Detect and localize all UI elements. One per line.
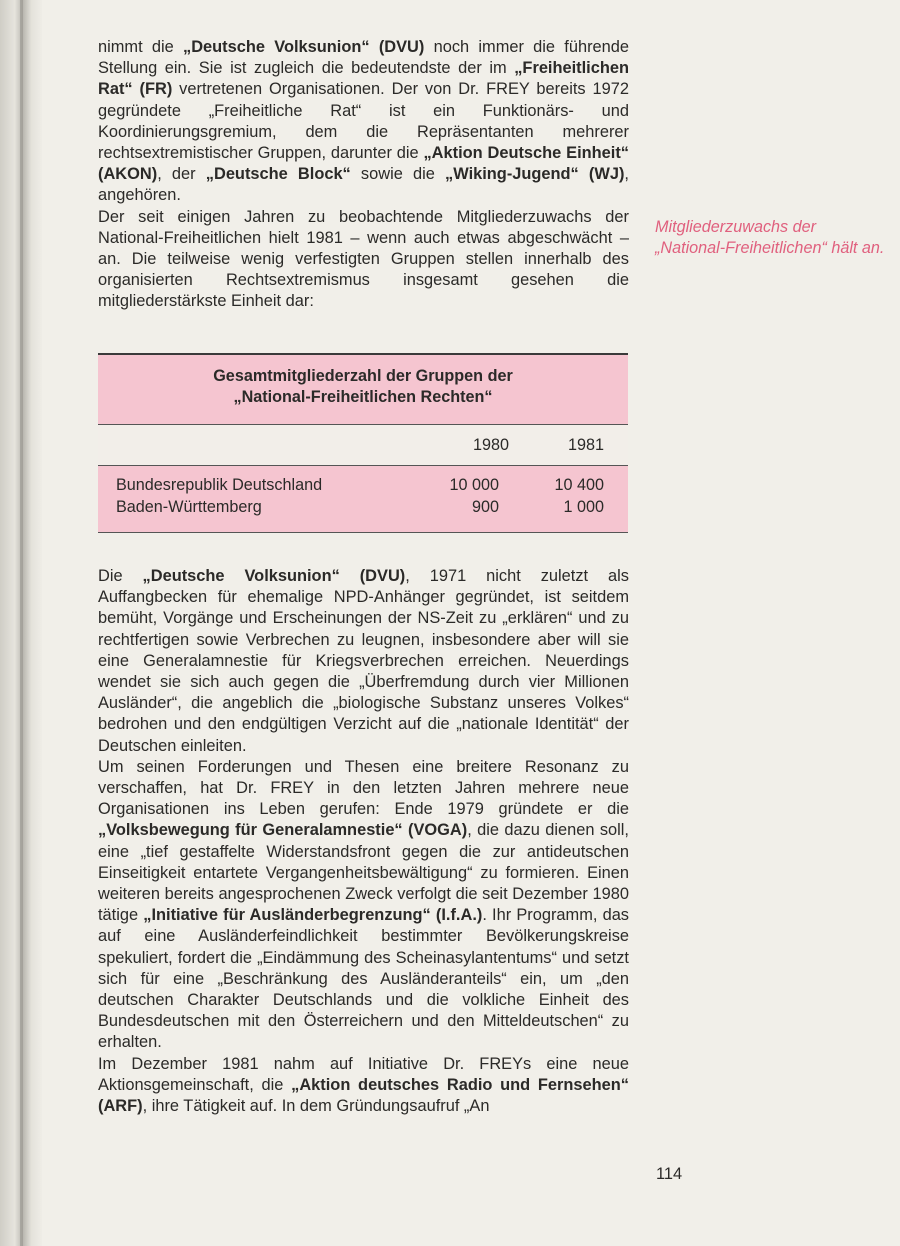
paragraph-4-text: , die dazu dienen soll, eine „tief gestaffelte Widerstandsfront gegen die zur antideutschen Einseitigkeit entartete Vergangenheitsbewältigung“ zu formieren. Einen weiteren bereits angesprochenen Zweck verfolgt die seit Dezember 1980 tätige <box>98 821 629 925</box>
paragraph-5 <box>98 1054 629 1118</box>
table-title <box>98 353 628 424</box>
paragraph-1-bold-term: „Deutsche Block“ <box>205 165 351 184</box>
paragraph-1-text: , angehören. <box>98 165 629 205</box>
paragraph-5-text: , ihre Tätigkeit auf. In dem Gründungsaufruf „An <box>142 1097 490 1116</box>
table-body <box>98 466 628 533</box>
paragraph-5-bold-term: „Aktion deutsches Radio und Fernsehen“ (ARF) <box>98 1075 629 1116</box>
binding-edge <box>20 0 23 1246</box>
paragraph-3-text: , 1971 nicht zuletzt als Auffangbecken für ehemalige NPD-Anhänger gegründet, ist seitdem bemüht, Vorgänge und Erscheinungen der NS-Zeit zu „erklären“ und zu rechtfertigen sowie Verbrechen zu leugnen, insbesondere aber will sie eine Generalamnestie für Kriegsverbrechen erreichen. Neuerdings wendet sie sich auch gegen die „Überfremdung durch vier Millionen Ausländer“, die angeblich die „biologische Substanz unseres Volkes“ bedrohen und den endgültigen Verzicht auf die „nationale Identität“ der Deutschen einleiten. <box>98 567 629 755</box>
paragraph-1-text: vertretenen Organisationen. Der von Dr. FREY bereits 1972 gegründete „Freiheitliche Rat“ ist ein Funktionärs- und Koordinierungsgremium, dem die Repräsentanten mehrerer rechtsextremistischer Gruppen, darunter die <box>98 80 629 163</box>
table-title-line-1: Gesamtmitgliederzahl der Gruppen der <box>213 367 513 385</box>
text-column-bottom <box>98 566 629 1117</box>
membership-table <box>98 353 628 533</box>
paragraph-2-text: Der seit einigen Jahren zu beobachtende Mitgliederzuwachs der National-Freiheitlichen hielt 1981 – wenn auch etwas abgeschwächt – an. Die teilweise wenig verfestigten Gruppen stellen innerhalb des organisierten Rechtsextremismus insgesamt gesehen die mitgliederstärkste Einheit dar: <box>98 207 629 311</box>
paragraph-3-text: Die <box>98 567 143 585</box>
paragraph-1 <box>98 37 629 207</box>
paragraph-2 <box>98 207 629 313</box>
row-value-bundesrepublik-1980: 10 000 <box>449 476 499 494</box>
paragraph-4-bold-term: „Volksbewegung für Generalamnestie“ (VOGA) <box>98 821 468 840</box>
paragraph-1-bold-term: „Wiking-Jugend“ (WJ) <box>445 165 625 184</box>
paragraph-1-bold-term: „Freiheitlichen Rat“ (FR) <box>98 59 629 99</box>
paragraph-3 <box>98 566 629 757</box>
margin-note: Mitgliederzuwachs der „National-Freiheitlichen“ hält an. <box>655 218 885 257</box>
book-binding-shadow <box>0 0 42 1246</box>
header-year-1980: 1980 <box>472 436 509 454</box>
table-title-line-2: „National-Freiheitlichen Rechten“ <box>233 388 493 406</box>
row-value-bundesrepublik-1981: 10 400 <box>554 476 604 494</box>
paragraph-4-bold-term: „Initiative für Ausländerbegrenzung“ (I.f.A.) <box>143 906 483 925</box>
table-header-row <box>98 424 628 466</box>
row-value-baden-wuerttemberg-1981: 1 000 <box>563 498 604 516</box>
paragraph-1-bold-term: „Aktion Deutsche Einheit“ (AKON) <box>98 144 629 184</box>
paragraph-1-bold-term: „Deutsche Volksunion“ (DVU) <box>183 38 425 56</box>
row-label-baden-wuerttemberg: Baden-Württemberg <box>116 498 262 516</box>
paragraph-5-text: Im Dezember 1981 nahm auf Initiative Dr. FREYs eine neue Aktionsgemeinschaft, die <box>98 1054 629 1094</box>
paragraph-1-text: noch immer die führende Stellung ein. Sie ist zugleich die bedeutendste der im <box>98 38 630 78</box>
paragraph-1-text: , der <box>157 165 206 184</box>
paragraph-1-text: nimmt die <box>98 38 184 56</box>
row-label-bundesrepublik: Bundesrepublik Deutschland <box>116 476 323 494</box>
header-year-1981: 1981 <box>567 436 604 454</box>
paragraph-1-text: sowie die <box>350 165 446 184</box>
page-number: 114 <box>656 1165 683 1183</box>
paragraph-4 <box>98 757 629 1054</box>
paragraph-3-bold-term: „Deutsche Volksunion“ (DVU) <box>142 567 406 585</box>
row-value-baden-wuerttemberg-1980: 900 <box>471 498 499 516</box>
text-column-top <box>98 37 629 313</box>
paragraph-4-text: Um seinen Forderungen und Thesen eine breitere Resonanz zu verschaffen, hat Dr. FREY in den letzten Jahren mehrere neue Organisationen ins Leben gerufen: Ende 1979 gründete er die <box>98 757 629 819</box>
paragraph-4-text: . Ihr Programm, das auf eine Ausländerfeindlichkeit bestimmter Bevölkerungskreise spekuliert, fordert die „Eindämmung des Scheinasylantentums“ und setzt sich für eine „Beschränkung des Ausländeranteils“ ein, um „den deutschen Charakter Deutschlands und die volkliche Einheit des Bundesdeutschen mit den Österreichern und den Mitteldeutschen“ zu erhalten. <box>98 906 629 1052</box>
